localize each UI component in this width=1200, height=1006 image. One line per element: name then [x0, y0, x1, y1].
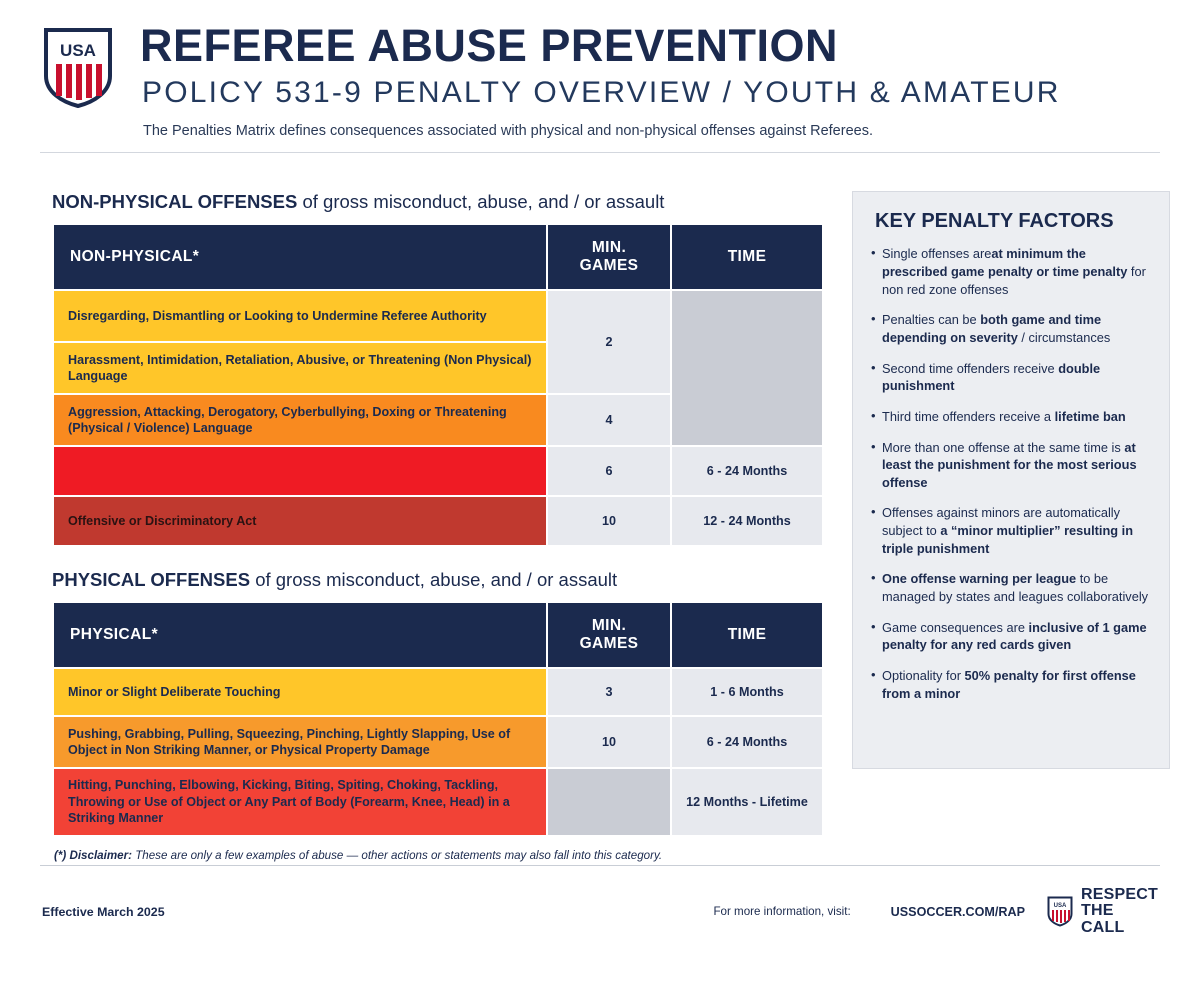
- column-header-min-games: MIN. GAMES: [547, 224, 671, 290]
- svg-text:USA: USA: [60, 41, 96, 60]
- respect-the-call-lockup: [1047, 887, 1158, 936]
- key-factor-item: [871, 245, 1151, 298]
- min-games-value: 10: [547, 496, 671, 546]
- footer-right-group: [713, 887, 1158, 936]
- time-value-blank: [671, 290, 823, 446]
- header-divider: [40, 152, 1160, 153]
- page-footer: [0, 887, 1200, 936]
- offense-description: Hitting, Punching, Elbowing, Kicking, Biting, Spiting, Choking, Tackling, Throwing or Use of Object or Any Part of Body (Forearm, Knee, Head) in a Striking Manner: [53, 768, 547, 836]
- page-description: The Penalties Matrix defines consequences associated with physical and non-physical offenses against Referees.: [143, 123, 873, 140]
- key-factor-emphasis: 50% penalty for first offense from a minor: [882, 668, 1136, 701]
- key-factor-item: [871, 408, 1151, 426]
- more-info-label: For more information, visit:: [713, 905, 851, 919]
- key-factor-text: More than one offense at the same time is: [882, 439, 1125, 455]
- column-header-offense: PHYSICAL*: [53, 602, 547, 668]
- page-subtitle: POLICY 531-9 PENALTY OVERVIEW / YOUTH & AMATEUR: [142, 76, 1061, 110]
- key-factor-emphasis: both game and time depending on severity: [882, 312, 1102, 345]
- disclaimer-label: (*) Disclaimer:: [54, 849, 132, 863]
- key-factor-emphasis: inclusive of 1 game penalty for any red cards given: [882, 619, 1147, 653]
- page-title: REFEREE ABUSE PREVENTION: [140, 20, 838, 71]
- time-value: 6 - 24 Months: [671, 446, 823, 496]
- key-factor-emphasis: double punishment: [882, 360, 1101, 394]
- key-factor-emphasis: at minimum the prescribed game penalty or time penalty: [882, 246, 1128, 279]
- time-value: 12 - 24 Months: [671, 496, 823, 546]
- key-factor-text: / circumstances: [1017, 329, 1111, 345]
- min-games-value: 3: [547, 668, 671, 716]
- key-factor-text: Optionality for: [882, 668, 965, 684]
- respect-the-call-text: [1081, 887, 1158, 936]
- key-panel-title: KEY PENALTY FACTORS: [875, 210, 1114, 233]
- key-factor-text: Game consequences are: [882, 619, 1029, 635]
- table-row: [53, 716, 823, 768]
- key-panel-column: [852, 191, 1170, 769]
- physical-heading-bold: PHYSICAL OFFENSES: [52, 569, 251, 591]
- footer-divider: [40, 865, 1160, 866]
- main-content: [0, 139, 1200, 862]
- time-value: 12 Months - Lifetime: [671, 768, 823, 836]
- table-row: [53, 668, 823, 716]
- respect-line-2: THE: [1081, 902, 1114, 920]
- key-factor-item: [871, 360, 1151, 395]
- physical-heading-rest: of gross misconduct, abuse, and / or assault: [250, 569, 618, 591]
- effective-date: Effective March 2025: [42, 904, 165, 919]
- column-header-time: TIME: [671, 602, 823, 668]
- offense-description: Disregarding, Dismantling or Looking to Undermine Referee Authority: [53, 290, 547, 342]
- key-factor-text: for non red zone offenses: [882, 263, 1146, 297]
- time-value: 1 - 6 Months: [671, 668, 823, 716]
- key-factor-text: Second time offenders receive: [882, 360, 1059, 376]
- svg-text:USA: USA: [1053, 903, 1067, 910]
- key-factor-item: [871, 439, 1151, 492]
- us-soccer-crest-icon: [42, 26, 114, 110]
- offense-tables-column: [40, 191, 830, 862]
- column-header-time: TIME: [671, 224, 823, 290]
- min-games-value-blank: [547, 768, 671, 836]
- ussoccer-url[interactable]: USSOCCER.COM/RAP: [890, 904, 1026, 919]
- us-soccer-crest-small-icon: [1047, 896, 1073, 927]
- offense-description: Aggression, Attacking, Derogatory, Cyberbullying, Doxing or Threatening (Physical / Violence) Language: [53, 394, 547, 446]
- offense-description: [53, 446, 547, 496]
- key-factor-text: Offenses against minors are automatically subject to: [882, 505, 1121, 539]
- column-header-offense: NON-PHYSICAL*: [53, 224, 547, 290]
- offense-description: Offensive or Discriminatory Act: [53, 496, 547, 546]
- nonphysical-section-heading: [52, 191, 830, 213]
- physical-table: [52, 601, 824, 837]
- min-games-value: 10: [547, 716, 671, 768]
- column-header-min-games: MIN. GAMES: [547, 602, 671, 668]
- table-row: [53, 496, 823, 546]
- key-factor-item: [871, 619, 1151, 654]
- table-row: [53, 446, 823, 496]
- offense-description: Minor or Slight Deliberate Touching: [53, 668, 547, 716]
- key-factor-emphasis: lifetime ban: [1054, 408, 1126, 424]
- page-header: [0, 0, 1200, 139]
- min-games-value: 2: [547, 290, 671, 394]
- table-header-row: [53, 224, 823, 290]
- key-factor-text: Third time offenders receive a: [882, 408, 1055, 424]
- respect-line-3: CALL: [1081, 918, 1125, 936]
- key-factors-list: [871, 245, 1151, 702]
- time-value: 6 - 24 Months: [671, 716, 823, 768]
- min-games-value: 4: [547, 394, 671, 446]
- key-factor-text: Penalties can be: [882, 312, 981, 328]
- key-factor-item: [871, 570, 1151, 605]
- key-factor-emphasis: at least the punishment for the most serious offense: [882, 439, 1137, 490]
- nonphysical-table: [52, 223, 824, 547]
- key-penalty-factors-panel: [852, 191, 1170, 769]
- key-factor-item: [871, 504, 1151, 557]
- nonphysical-heading-bold: NON-PHYSICAL OFFENSES: [52, 191, 298, 213]
- key-factor-text: to be managed by states and leagues collaboratively: [882, 571, 1149, 605]
- table-row: [53, 290, 823, 342]
- offense-description: Pushing, Grabbing, Pulling, Squeezing, Pinching, Lightly Slapping, Use of Object in Non Striking Manner, or Physical Property Damage: [53, 716, 547, 768]
- key-factor-item: [871, 311, 1151, 346]
- physical-section-heading: [52, 569, 830, 591]
- table-row: [53, 768, 823, 836]
- nonphysical-heading-rest: of gross misconduct, abuse, and / or assault: [297, 191, 665, 213]
- offense-description: Harassment, Intimidation, Retaliation, Abusive, or Threatening (Non Physical) Language: [53, 342, 547, 394]
- key-factor-emphasis: One offense warning per league: [882, 571, 1077, 587]
- key-factor-item: [871, 667, 1151, 702]
- key-factor-emphasis: a “minor multiplier” resulting in triple punishment: [882, 523, 1134, 556]
- disclaimer-text: These are only a few examples of abuse — other actions or statements may also fall into this category.: [131, 849, 663, 863]
- key-factor-text: Single offenses are: [882, 246, 992, 262]
- min-games-value: 6: [547, 446, 671, 496]
- table-header-row: [53, 602, 823, 668]
- disclaimer: [54, 849, 830, 862]
- respect-line-1: RESPECT: [1081, 886, 1158, 904]
